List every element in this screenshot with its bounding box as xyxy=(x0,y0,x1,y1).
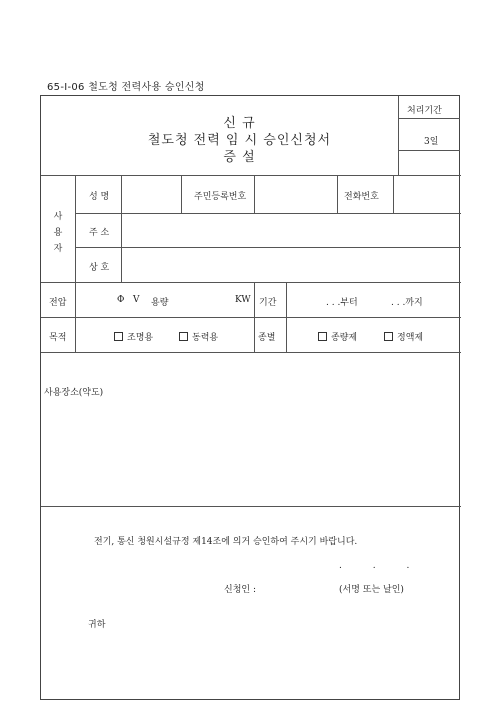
divider xyxy=(181,175,182,213)
date-placeholder: . . . xyxy=(339,561,424,571)
checkbox-icon[interactable] xyxy=(318,332,327,341)
divider xyxy=(75,282,76,352)
divider xyxy=(337,175,338,213)
divider xyxy=(41,317,461,318)
location-label: 사용장소(약도) xyxy=(44,388,104,398)
capacity-label: 용량 xyxy=(151,298,169,308)
kw-unit: KW xyxy=(235,295,251,305)
divider xyxy=(41,282,461,283)
period-from: . . .부터 xyxy=(326,298,358,308)
user-side-label: 사 용 자 xyxy=(53,212,63,254)
checkbox-icon[interactable] xyxy=(179,332,188,341)
business-name-label: 상 호 xyxy=(89,263,110,273)
title-line-expand: 증 설 xyxy=(223,150,256,165)
phone-label: 전화번호 xyxy=(344,192,379,202)
address-label: 주 소 xyxy=(89,228,110,238)
title-line-new: 신 규 xyxy=(223,116,256,131)
divider xyxy=(286,282,287,352)
option-lighting[interactable]: 조명용 xyxy=(114,330,153,343)
signature-note: (서명 또는 날인) xyxy=(339,585,404,595)
option-metered[interactable]: 종량제 xyxy=(318,330,357,343)
request-statement: 전기, 통신 청원시설규정 제14조에 의거 승인하여 주시기 바랍니다. xyxy=(94,537,358,547)
divider xyxy=(41,506,461,507)
voltage-label: 전압 xyxy=(49,298,67,308)
checkbox-icon[interactable] xyxy=(114,332,123,341)
name-label: 성 명 xyxy=(89,192,110,202)
period-label: 기간 xyxy=(259,298,277,308)
divider xyxy=(121,175,122,282)
form-title: 철도청 전력 임 시 승인신청서 xyxy=(147,133,332,148)
addressee: 귀하 xyxy=(88,620,106,630)
checkbox-icon[interactable] xyxy=(384,332,393,341)
processing-period-value: 3일 xyxy=(424,137,439,147)
resident-number-label: 주민등록번호 xyxy=(194,192,247,202)
applicant-label: 신청인 : xyxy=(224,585,256,595)
volt-unit: V xyxy=(133,295,140,305)
divider xyxy=(41,352,461,353)
divider xyxy=(75,175,76,282)
option-flat-rate[interactable]: 정액제 xyxy=(384,330,423,343)
form-number-title: 65-Ⅰ-06 철도청 전력사용 승인신청 xyxy=(47,82,205,93)
application-form xyxy=(40,95,460,700)
divider xyxy=(393,175,394,213)
type-label: 종별 xyxy=(258,333,276,343)
purpose-label: 목적 xyxy=(49,333,67,343)
divider xyxy=(41,175,461,176)
phase-symbol: Φ xyxy=(117,295,125,305)
divider xyxy=(75,213,461,214)
divider xyxy=(254,282,255,352)
option-power[interactable]: 동력용 xyxy=(179,330,218,343)
divider xyxy=(254,175,255,213)
period-to: . . .까지 xyxy=(391,298,423,308)
divider xyxy=(75,247,461,248)
processing-period-label: 처리기간 xyxy=(407,106,442,116)
